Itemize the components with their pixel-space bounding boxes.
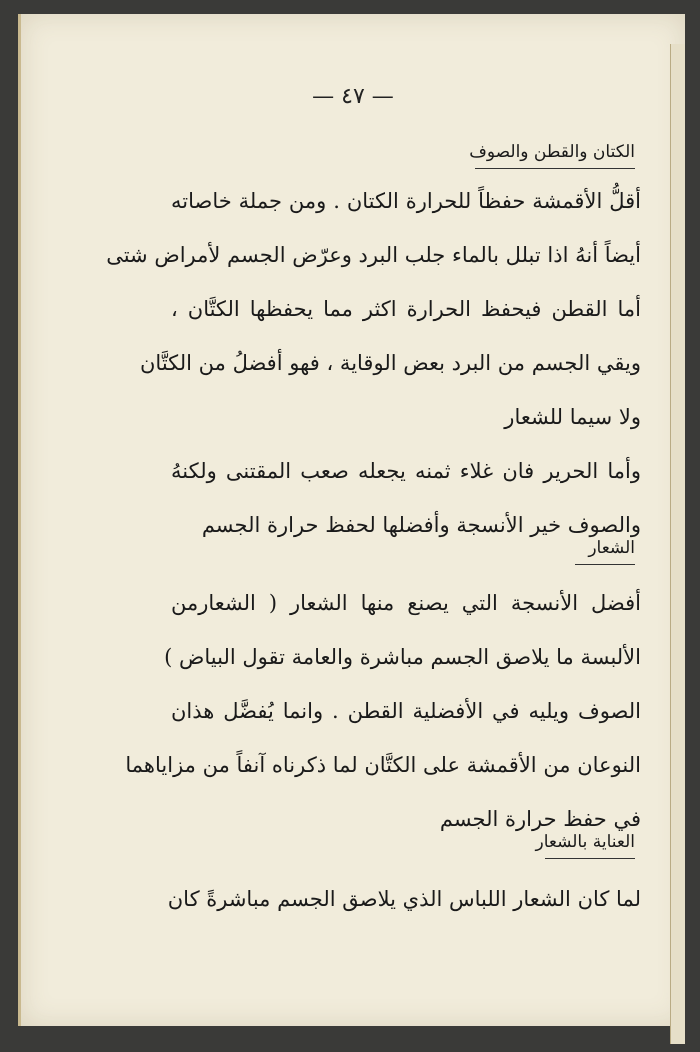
page-number: — ٤٧ — — [312, 84, 394, 109]
text-line: ويقي الجسم من البرد بعض الوقاية ، فهو أفضلُ من الكتَّان — [140, 351, 641, 375]
text-line: وأما الحرير فان غلاء ثمنه يجعله صعب المقتنى ولكنهُ — [171, 459, 641, 483]
text-line: أما القطن فيحفظ الحرارة اكثر مما يحفظها الكتَّان ، — [171, 297, 641, 321]
text-line: والصوف خير الأنسجة وأفضلها لحفظ حرارة الجسم — [201, 513, 641, 537]
section-heading-undershirt: الشعار — [575, 538, 635, 565]
text-line: في حفظ حرارة الجسم — [439, 807, 641, 831]
paragraph-block-2 — [125, 576, 641, 846]
text-line: أيضاً أنهُ اذا تبلل بالماء جلب البرد وعرّض الجسم لأمراض شتى — [106, 243, 641, 267]
text-line: الألبسة ما يلاصق الجسم مباشرة والعامة تقول البياض ) — [164, 645, 641, 669]
book-page — [18, 14, 685, 1026]
text-line: ولا سيما للشعار — [504, 405, 641, 429]
text-line: الصوف ويليه في الأفضلية القطن . وانما يُفضَّل هذان — [171, 699, 641, 723]
text-line: النوعان من الأقمشة على الكتَّان لما ذكرناه آنفاً من مزاياهما — [125, 753, 641, 777]
paragraph-block-3 — [167, 872, 641, 926]
section-heading-linen-cotton-wool: الكتان والقطن والصوف — [475, 142, 635, 169]
next-page-edge — [670, 44, 685, 1044]
text-line: أفضل الأنسجة التي يصنع منها الشعار ( الشعارمن — [171, 591, 641, 615]
text-line: لما كان الشعار اللباس الذي يلاصق الجسم مباشرةً كان — [167, 887, 641, 911]
paragraph-block-1 — [106, 174, 641, 552]
section-heading-undershirt-care: العناية بالشعار — [545, 832, 635, 859]
text-line: أقلُّ الأقمشة حفظاً للحرارة الكتان . ومن جملة خاصاته — [171, 189, 641, 213]
